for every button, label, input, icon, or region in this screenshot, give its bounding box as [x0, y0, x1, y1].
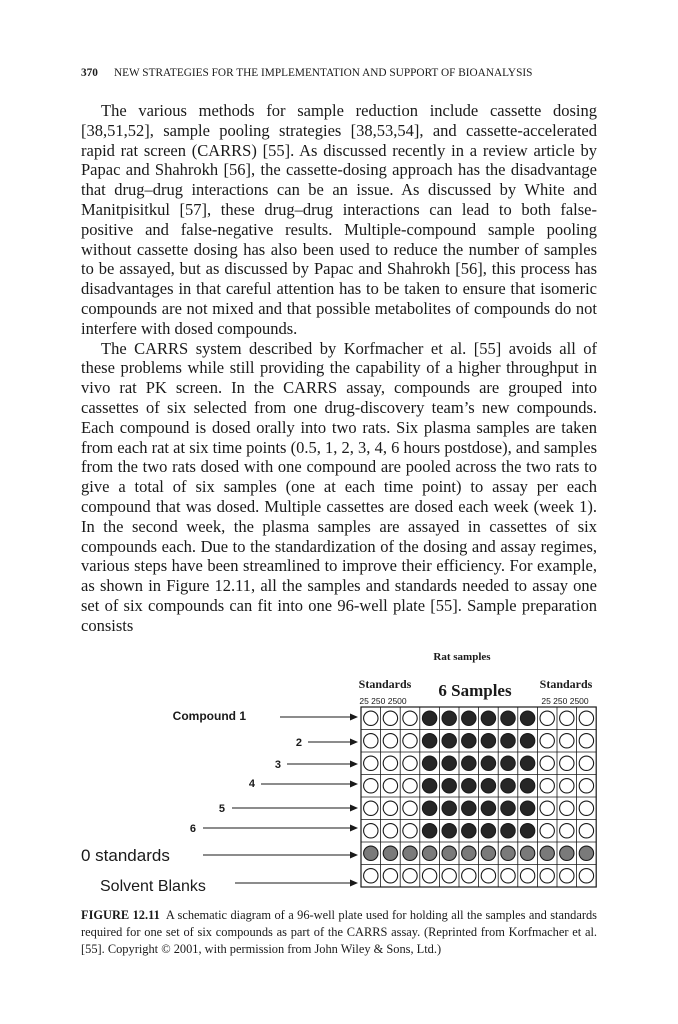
- well-open: [364, 779, 378, 793]
- well-dark: [462, 824, 476, 838]
- well-open: [560, 801, 574, 815]
- well-open: [383, 756, 397, 770]
- well-open: [560, 779, 574, 793]
- well-dark: [462, 779, 476, 793]
- row-label-3: 3: [274, 759, 281, 771]
- row-label-solvent-blanks: Solvent Blanks: [100, 878, 206, 895]
- well-open: [540, 734, 554, 748]
- well-open: [364, 869, 378, 883]
- well-dark: [462, 711, 476, 725]
- paragraph-2: The CARRS system described by Korfmacher et al. [55] avoids all of these problems while still providing the capability of a higher throughput in vivo rat PK screen. In the CARRS assay, compounds are grouped into cassettes of six selected from one drug-discovery team’s new compounds. Each compound is dosed orally into two rats. Six plasma samples are taken from each rat at six time points (0.5, 1, 2, 3, 4, 6 hours postdose), and samples from the two rats dosed with one compound are pooled across the two rats to give a total of six samples (one at each time point) to assay per each compound that was dosed. Multiple cassettes are dosed each week (week 1). In the second week, the plasma samples are assayed in cassettes of six compounds each. Due to the standardization of the dosing and assay regimes, various steps have been streamlined to improve their efficiency. For example, as shown in Figure 12.11, all the samples and standards needed to assay one set of six compounds can fit into one 96-well plate [55]. Sample preparation consists: [81, 338, 597, 635]
- row-label-6: 6: [189, 823, 196, 835]
- well-open: [560, 824, 574, 838]
- well-dark: [501, 711, 515, 725]
- figure-12-11: [0, 640, 678, 910]
- well-open: [364, 756, 378, 770]
- well-dark: [481, 734, 495, 748]
- well-gray: [422, 846, 436, 860]
- well-dark: [422, 711, 436, 725]
- well-dark: [422, 801, 436, 815]
- well-open: [540, 756, 554, 770]
- samples-label: 6 Samples: [438, 681, 512, 700]
- well-dark: [422, 756, 436, 770]
- well-dark: [481, 711, 495, 725]
- running-head-title: NEW STRATEGIES FOR THE IMPLEMENTATION AND SUPPORT OF BIOANALYSIS: [113, 67, 533, 79]
- well-open: [540, 869, 554, 883]
- std-conc-right: 25 250 2500: [541, 696, 589, 706]
- well-open: [579, 756, 593, 770]
- well-open: [579, 801, 593, 815]
- well-gray: [579, 846, 593, 860]
- well-open: [579, 734, 593, 748]
- well-open: [383, 801, 397, 815]
- row-label-5: 5: [218, 803, 225, 815]
- well-open: [481, 869, 495, 883]
- body-text: [81, 101, 597, 636]
- rat-samples-label: Rat samples: [433, 651, 491, 663]
- well-dark: [442, 756, 456, 770]
- well-dark: [442, 779, 456, 793]
- well-open: [579, 779, 593, 793]
- well-gray: [462, 846, 476, 860]
- well-gray: [364, 846, 378, 860]
- well-gray: [501, 846, 515, 860]
- figure-caption: [81, 907, 597, 958]
- caption-text: A schematic diagram of a 96-well plate used for holding all the samples and standards required for one set of six compounds as part of the CARRS assay. (Reprinted from Korfmacher et al. [55]. Copyright © 2001, with permission from John Wiley & Sons, Ltd.): [81, 908, 597, 956]
- page-number: 370: [81, 67, 98, 79]
- well-open: [364, 824, 378, 838]
- plate-diagram: [0, 640, 678, 910]
- well-dark: [442, 711, 456, 725]
- running-head: [81, 67, 601, 79]
- well-dark: [422, 779, 436, 793]
- well-dark: [520, 824, 534, 838]
- well-open: [540, 779, 554, 793]
- well-gray: [560, 846, 574, 860]
- well-gray: [403, 846, 417, 860]
- well-dark: [462, 756, 476, 770]
- well-open: [560, 711, 574, 725]
- well-open: [540, 801, 554, 815]
- well-open: [579, 824, 593, 838]
- well-open: [403, 734, 417, 748]
- row-label-zero-standards: 0 standards: [81, 846, 170, 865]
- well-open: [383, 734, 397, 748]
- well-open: [520, 869, 534, 883]
- standards-right-label: Standards: [539, 677, 593, 691]
- well-open: [383, 869, 397, 883]
- well-dark: [520, 801, 534, 815]
- well-dark: [481, 824, 495, 838]
- well-open: [540, 824, 554, 838]
- well-open: [501, 869, 515, 883]
- row-label-4: 4: [248, 778, 255, 790]
- well-dark: [501, 801, 515, 815]
- well-open: [579, 869, 593, 883]
- well-dark: [442, 824, 456, 838]
- well-dark: [442, 734, 456, 748]
- well-dark: [422, 824, 436, 838]
- standards-left-label: Standards: [358, 677, 412, 691]
- well-open: [403, 711, 417, 725]
- well-open: [383, 779, 397, 793]
- well-open: [364, 711, 378, 725]
- well-dark: [462, 734, 476, 748]
- well-dark: [520, 711, 534, 725]
- well-dark: [442, 801, 456, 815]
- row-label-compound-1: Compound 1: [172, 709, 246, 723]
- well-dark: [520, 756, 534, 770]
- well-open: [403, 779, 417, 793]
- well-dark: [481, 779, 495, 793]
- std-conc-left: 25 250 2500: [359, 696, 407, 706]
- row-label-2: 2: [295, 737, 302, 749]
- well-open: [579, 711, 593, 725]
- well-open: [403, 824, 417, 838]
- well-open: [540, 711, 554, 725]
- well-dark: [481, 756, 495, 770]
- well-open: [364, 801, 378, 815]
- well-open: [442, 869, 456, 883]
- well-open: [560, 756, 574, 770]
- well-open: [560, 734, 574, 748]
- well-dark: [501, 824, 515, 838]
- well-gray: [383, 846, 397, 860]
- well-dark: [501, 756, 515, 770]
- well-dark: [501, 779, 515, 793]
- well-dark: [462, 801, 476, 815]
- well-dark: [501, 734, 515, 748]
- well-open: [403, 756, 417, 770]
- well-gray: [442, 846, 456, 860]
- well-open: [403, 869, 417, 883]
- well-dark: [422, 734, 436, 748]
- well-plate: [361, 707, 596, 887]
- figure-label: FIGURE 12.11: [81, 908, 160, 922]
- well-dark: [481, 801, 495, 815]
- well-open: [462, 869, 476, 883]
- well-open: [403, 801, 417, 815]
- well-open: [422, 869, 436, 883]
- well-open: [383, 711, 397, 725]
- well-open: [364, 734, 378, 748]
- well-gray: [540, 846, 554, 860]
- paragraph-1: The various methods for sample reduction include cassette dosing [38,51,52], sample pooling strategies [38,53,54], and cassette-accelerated rapid rat screen (CARRS) [55]. As discussed recently in a review article by Papac and Shahrokh [56], the cassette-dosing approach has the disadvantage that drug–drug interactions can be an issue. As discussed by White and Manitpisitkul [57], these drug–drug interactions can lead to both false-positive and false-negative results. Multiple-compound sample pooling without cassette dosing has also been used to reduce the number of samples to be assayed, but as discussed by Papac and Shahrokh [56], this process has disadvantages in that careful attention has to be taken to ensure that isomeric compounds are not mixed and that possible metabolites of compounds do not interfere with dosed compounds.: [81, 101, 597, 338]
- well-dark: [520, 734, 534, 748]
- well-open: [560, 869, 574, 883]
- well-dark: [520, 779, 534, 793]
- well-gray: [520, 846, 534, 860]
- well-open: [383, 824, 397, 838]
- well-gray: [481, 846, 495, 860]
